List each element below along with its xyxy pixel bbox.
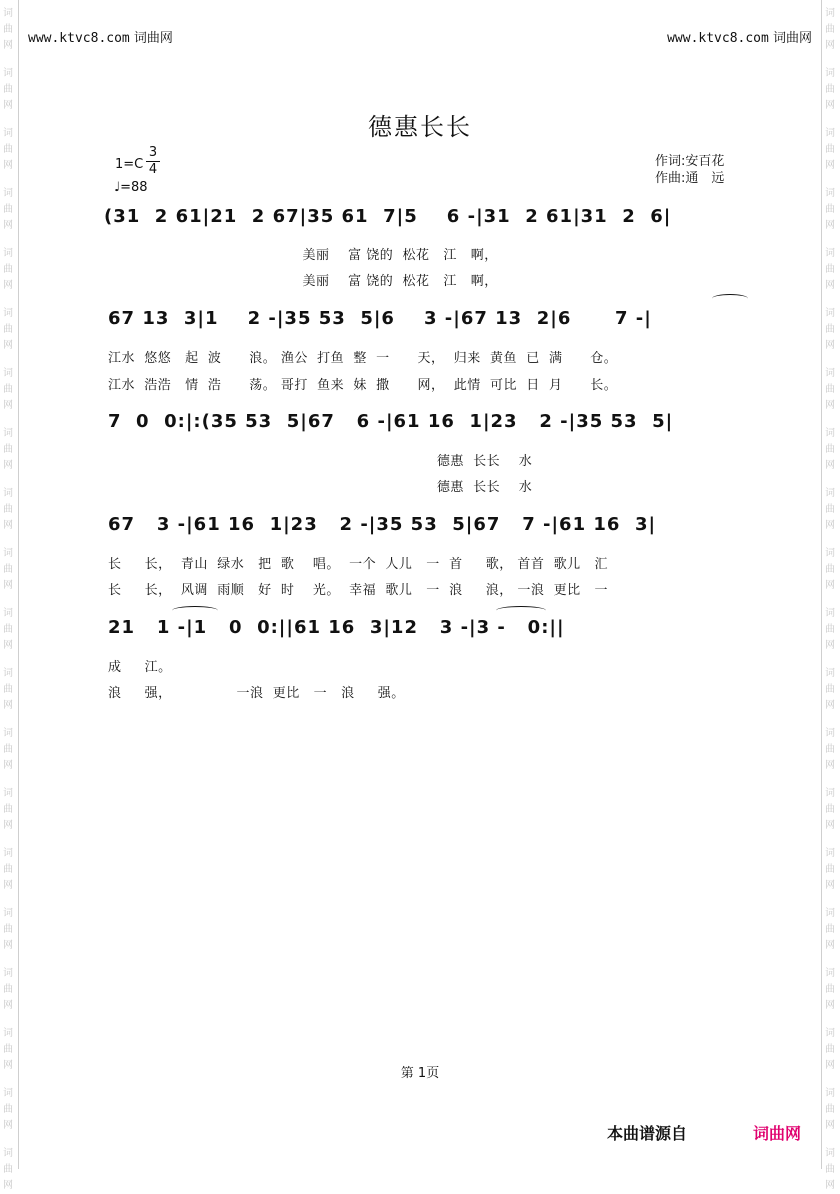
time-signature-top: 3: [148, 145, 158, 160]
left-watermark-strip: [0, 0, 19, 1191]
side-watermark-text: 词 曲 网: [3, 248, 13, 291]
lyric-row-5-verse-1: 成 江。: [108, 660, 172, 675]
header-right-url[interactable]: www.ktvc8.com: [667, 31, 769, 46]
time-signature-bottom: 4: [146, 161, 160, 178]
side-watermark-text: 词 曲 网: [825, 908, 835, 951]
side-watermark-text: 词 曲 网: [3, 668, 13, 711]
side-watermark-text: 词 曲 网: [825, 368, 835, 411]
lyric-row-1-verse-2: 美丽 富 饶的 松花 江 啊，: [108, 274, 498, 289]
side-watermark-text: 词 曲 网: [825, 68, 835, 111]
time-signature: [146, 145, 160, 178]
header-left-site: 词曲网: [133, 31, 173, 46]
notation-row-4: 67 3 -|61 16 1|23 2 -|35 53 5|67 7 -|61 16 3|: [108, 514, 657, 535]
lyric-row-3-verse-2: 德惠 长长 水: [108, 480, 533, 495]
right-watermark-strip: [821, 0, 840, 1191]
side-watermark-text: 词 曲 网: [3, 968, 13, 1011]
tie-mark: [712, 294, 748, 303]
side-watermark-text: 词 曲 网: [3, 788, 13, 831]
lyric-row-4-verse-2: 长 长， 风调 雨顺 好 时 光。 幸福 歌儿 一 浪 浪， 一浪 更比 一: [108, 583, 609, 598]
side-watermark-text: 词 曲 网: [3, 188, 13, 231]
header-left: [28, 27, 173, 46]
side-watermark-text: 词 曲 网: [3, 548, 13, 591]
side-watermark-text: 词 曲 网: [3, 8, 13, 51]
source-label: 本曲谱源自: [607, 1124, 688, 1143]
header-right: [667, 27, 812, 46]
side-watermark-text: 词 曲 网: [825, 188, 835, 231]
side-watermark-text: 词 曲 网: [3, 368, 13, 411]
side-watermark-text: 词 曲 网: [3, 908, 13, 951]
notation-row-5: 21 1 -|1 0 0:||61 16 3|12 3 -|3 - 0:||: [108, 617, 565, 638]
lyric-row-5-verse-2: 浪 强， 一浪 更比 一 浪 强。: [108, 686, 405, 701]
page-number: 第 1页: [400, 1066, 440, 1081]
side-watermark-text: 词 曲 网: [825, 788, 835, 831]
side-watermark-text: 词 曲 网: [3, 1028, 13, 1071]
side-watermark-text: 词 曲 网: [3, 1088, 13, 1131]
side-watermark-text: 词 曲 网: [3, 728, 13, 771]
side-watermark-text: 词 曲 网: [825, 608, 835, 651]
side-watermark-text: 词 曲 网: [825, 728, 835, 771]
tie-mark: [172, 606, 218, 615]
side-watermark-text: 词 曲 网: [3, 428, 13, 471]
lyric-row-2-verse-1: 江水 悠悠 起 波 浪。 渔公 打鱼 整 一 天， 归来 黄鱼 已 满 仓。: [108, 351, 618, 366]
side-watermark-text: 词 曲 网: [825, 1028, 835, 1071]
header-left-url[interactable]: www.ktvc8.com: [28, 31, 130, 46]
side-watermark-text: 词 曲 网: [825, 488, 835, 531]
source-brand-link[interactable]: 词曲网: [753, 1124, 802, 1143]
side-watermark-text: 词 曲 网: [825, 1088, 835, 1131]
side-watermark-text: 词 曲 网: [3, 308, 13, 351]
side-watermark-text: 词 曲 网: [825, 668, 835, 711]
lyric-row-4-verse-1: 长 长， 青山 绿水 把 歌 唱。 一个 人儿 一 首 歌， 首首 歌儿 汇: [108, 557, 609, 572]
lyricist: 作词:安百花: [655, 154, 725, 169]
lyric-row-2-verse-2: 江水 浩浩 情 浩 荡。 哥打 鱼来 妹 撒 网， 此情 可比 日 月 长。: [108, 378, 618, 393]
tie-mark: [496, 606, 546, 615]
side-watermark-text: 词 曲 网: [825, 428, 835, 471]
side-watermark-text: 词 曲 网: [3, 128, 13, 171]
side-watermark-text: 词 曲 网: [3, 68, 13, 111]
tempo-value: =88: [120, 180, 148, 195]
header-right-site: 词曲网: [772, 31, 812, 46]
side-watermark-text: 词 曲 网: [825, 1148, 835, 1191]
lyric-row-3-verse-1: 德惠 长长 水: [108, 454, 533, 469]
side-watermark-text: 词 曲 网: [3, 608, 13, 651]
lyric-row-1-verse-1: 美丽 富 饶的 松花 江 啊，: [108, 248, 498, 263]
notation-row-1: (31 2 61|21 2 67|35 61 7|5 6 -|31 2 61|31 2 6|: [104, 206, 672, 227]
side-watermark-text: 词 曲 网: [3, 488, 13, 531]
side-watermark-text: 词 曲 网: [825, 968, 835, 1011]
side-watermark-text: 词 曲 网: [825, 248, 835, 291]
quarter-note-icon: ♩: [114, 180, 121, 195]
tempo-marking: [114, 180, 148, 195]
song-title: 德惠长长: [368, 113, 472, 141]
side-watermark-text: 词 曲 网: [825, 848, 835, 891]
credits: [655, 153, 724, 187]
notation-row-2: 67 13 3|1 2 -|35 53 5|6 3 -|67 13 2|6 7 -|: [108, 308, 652, 329]
side-watermark-text: 词 曲 网: [3, 1148, 13, 1191]
composer: 作曲:通 远: [655, 171, 725, 186]
notation-row-3: 7 0 0:|:(35 53 5|67 6 -|61 16 1|23 2 -|35 53 5|: [108, 411, 674, 432]
side-watermark-text: 词 曲 网: [825, 8, 835, 51]
side-watermark-text: 词 曲 网: [825, 548, 835, 591]
side-watermark-text: 词 曲 网: [3, 848, 13, 891]
side-watermark-text: 词 曲 网: [825, 308, 835, 351]
key-signature: 1=C: [115, 157, 144, 172]
side-watermark-text: 词 曲 网: [825, 128, 835, 171]
